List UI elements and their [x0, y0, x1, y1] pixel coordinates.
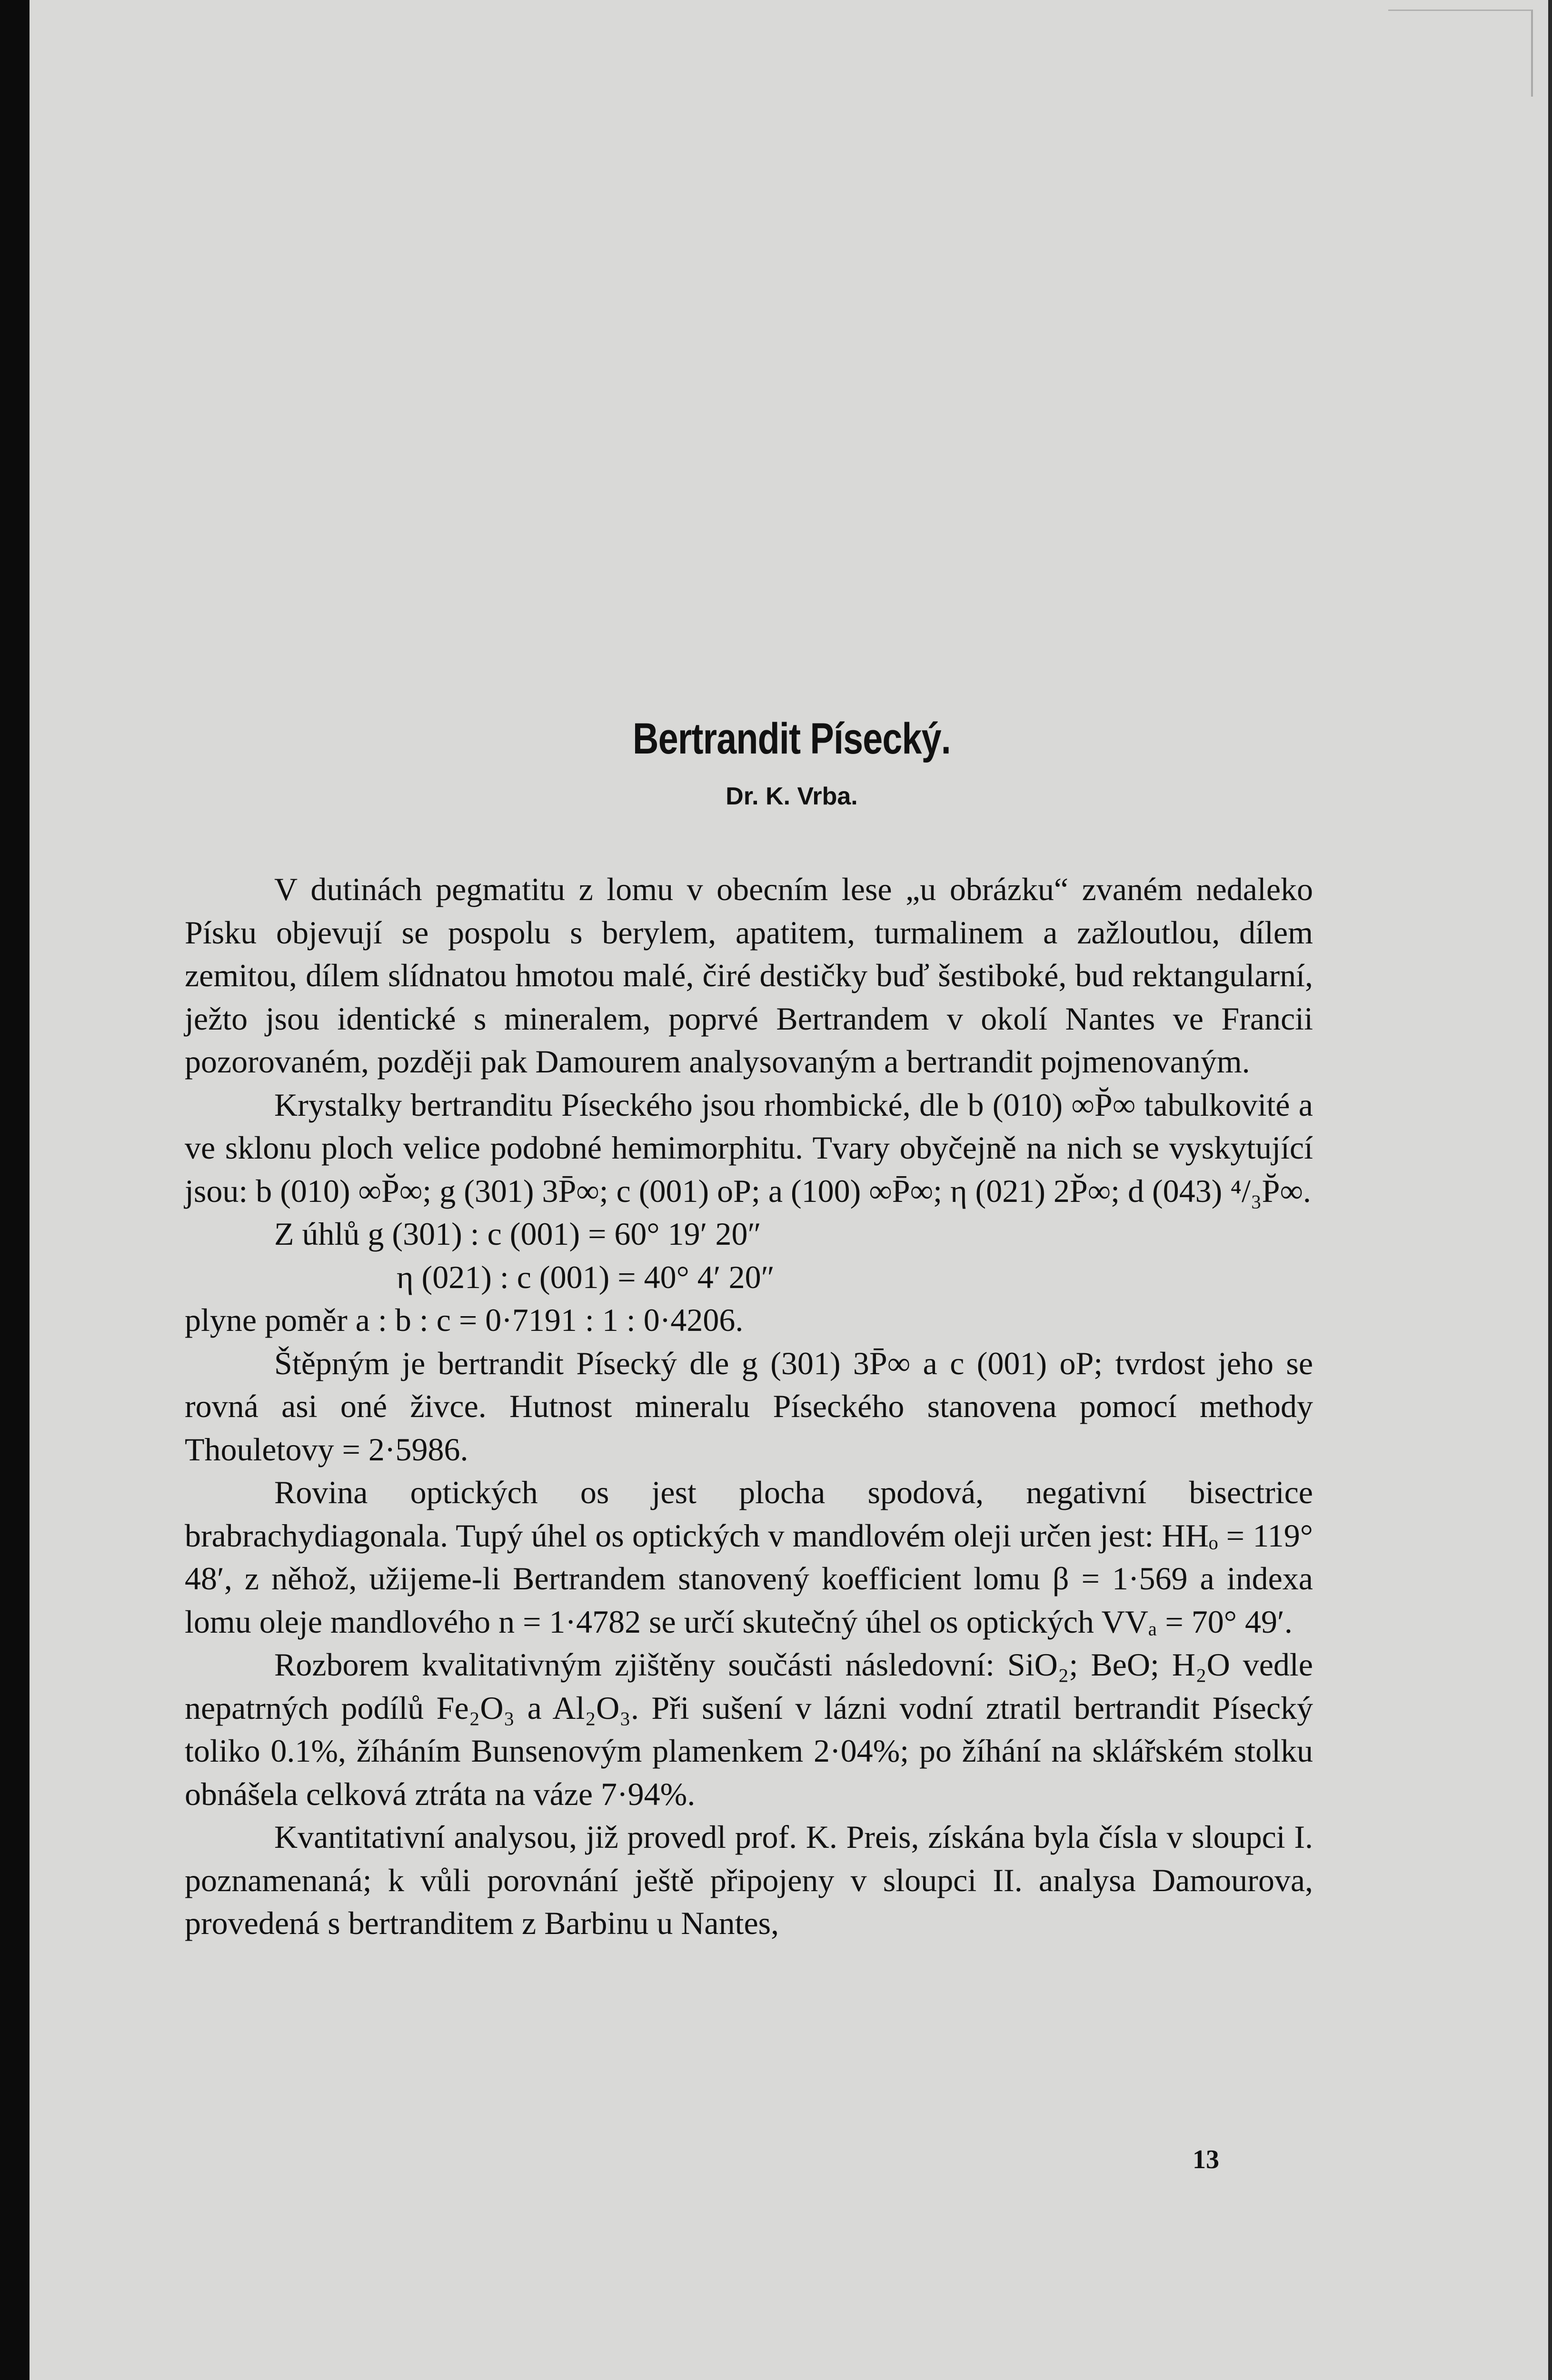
paragraph: Z úhlů g (301) : c (001) = 60° 19′ 20″: [274, 1216, 761, 1252]
scan-corner-mark: [1388, 10, 1533, 97]
paragraph: plyne poměr a : b : c = 0·7191 : 1 : 0·4206.: [185, 1302, 744, 1338]
scan-edge-right: [1548, 0, 1552, 2380]
article: [185, 714, 1313, 1945]
paragraph: Kvantitativní analysou, již provedl prof. K. Preis, získána byla čísla v sloupci I. poznamenaná; k vůli porovnání ještě připojeny v sloupci II. analysa Damourova, provedená s bertranditem z Barbinu u Nantes,: [185, 1819, 1313, 1941]
paragraph: Rovina optických os jest plocha spodová, negativní bisectrice brabrachydiagonala. Tupý úhel os optických v mandlovém oleji určen jest: HHₒ = 119° 48′, z něhož, užijeme-li Bertrandem stanovený koefficient lomu β = 1·569 a indexa lomu oleje mandlového n = 1·4782 se určí skutečný úhel os optických VVₐ = 70° 49′.: [185, 1474, 1313, 1640]
article-body: [185, 868, 1313, 1945]
paragraph: Krystalky bertranditu Píseckého jsou rhombické, dle b (010) ∞P̆∞ tabulkovité a ve sklonu ploch velice podobné hemimorphitu. Tvary obyčejně na nich se vyskytující jsou: b (010) ∞P̆∞; g (301) 3P̄∞; c (001) oP; a (100) ∞P̄∞; η (021) 2P̆∞; d (043) ⁴/₃P̆∞.: [185, 1086, 1313, 1209]
paragraph: η (021) : c (001) = 40° 4′ 20″: [397, 1259, 775, 1295]
scan-edge-left: [0, 0, 30, 2380]
paragraph: Štěpným je bertrandit Písecký dle g (301) 3P̄∞ a c (001) oP; tvrdost jeho se rovná asi oné živce. Hutnost mineralu Píseckého stanovena pomocí methody Thouletovy = 2·5986.: [185, 1345, 1313, 1468]
paragraph: V dutinách pegmatitu z lomu v obecním lese „u obrázku“ zvaném nedaleko Písku objevují se pospolu s berylem, apatitem, turmalinem a zažloutlou, dílem zemitou, dílem slídnatou hmotou malé, čiré destičky buď šestiboké, bud rektangularní, ježto jsou identické s mineralem, poprvé Bertrandem v okolí Nantes ve Francii pozorovaném, později pak Damourem analysovaným a bertrandit pojmenovaným.: [185, 871, 1313, 1080]
paragraph: Rozborem kvalitativným zjištěny součásti následovní: SiO₂; BeO; H₂O vedle nepatrných podílů Fe₂O₃ a Al₂O₃. Při sušení v lázni vodní ztratil bertrandit Písecký toliko 0.1%, žíháním Bunsenovým plamenkem 2·04%; po žíhání na sklářském stolku obnášela celková ztráta na váze 7·94%.: [185, 1646, 1313, 1812]
article-author: Dr. K. Vrba.: [726, 783, 858, 810]
page-number: 13: [1193, 2145, 1219, 2174]
article-title: Bertrandit Písecký.: [633, 714, 951, 763]
